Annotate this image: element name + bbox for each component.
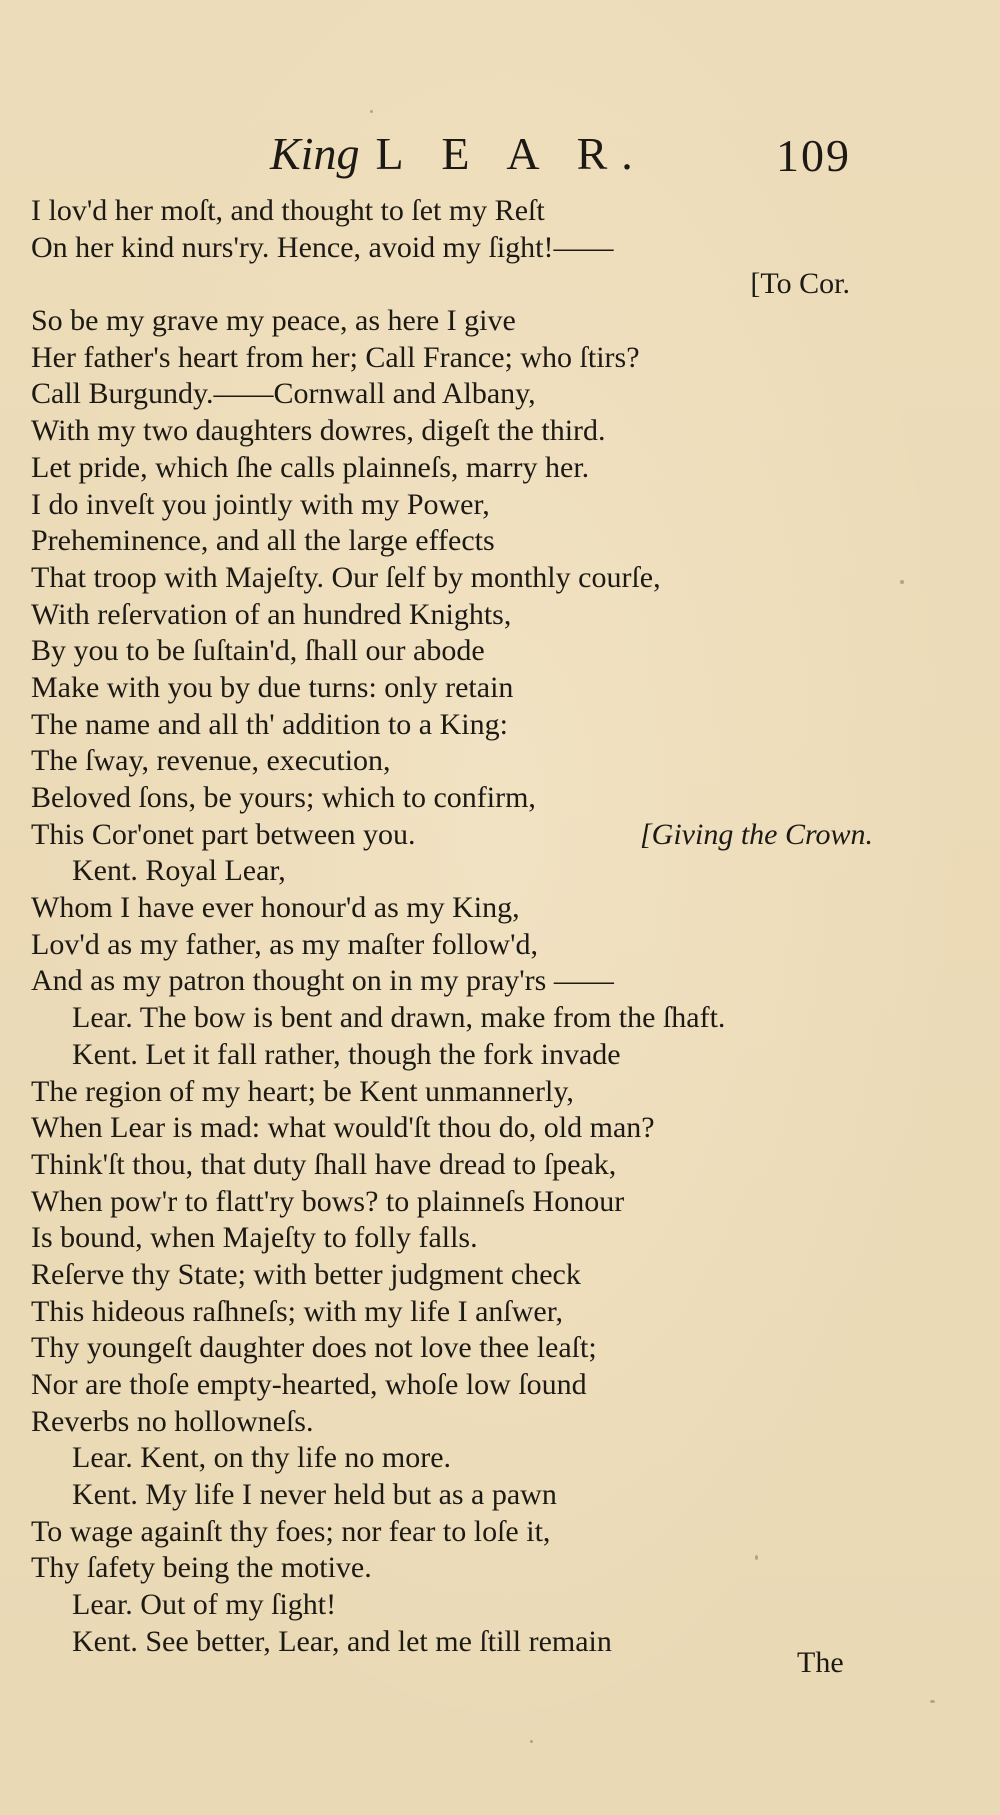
text-line: On her kind nurs'ry. Hence, avoid my ſight!——: [31, 230, 614, 264]
page-number: 109: [776, 130, 851, 181]
text-line: Thy ſafety being the motive.: [31, 1551, 372, 1585]
text-line: Call Burgundy.——Cornwall and Albany,: [31, 377, 536, 411]
speech-line: Kent. My life I never held but as a pawn: [72, 1478, 557, 1512]
text-line: To wage againſt thy foes; nor fear to loſe it,: [31, 1514, 551, 1548]
text-line: That troop with Majeſty. Our ſelf by monthly courſe,: [31, 560, 661, 594]
paper-speck: [755, 1555, 758, 1560]
speech-line: Lear. Out of my ſight!: [72, 1588, 337, 1622]
stage-direction-giving-crown: [Giving the Crown.: [640, 817, 874, 851]
paper-speck: [530, 1740, 533, 1743]
speech-line: Kent. Royal Lear,: [72, 854, 286, 888]
running-title: [270, 126, 647, 182]
stage-direction-to-cor: [0, 266, 1000, 303]
speech-line: Kent. See better, Lear, and let me ſtill remain: [72, 1624, 612, 1658]
paper-speck: [900, 580, 904, 584]
text-line: I lov'd her moſt, and thought to ſet my Reſt: [31, 194, 545, 227]
text-line: The ſway, revenue, execution,: [31, 744, 391, 778]
text-line: When Lear is mad: what would'ſt thou do, old man?: [31, 1111, 655, 1145]
text-line: And as my patron thought on in my pray'rs ——: [31, 964, 614, 998]
text-line-with-stage-direction: [0, 817, 1000, 854]
text-line: The region of my heart; be Kent unmannerly,: [31, 1074, 574, 1108]
text-line: Make with you by due turns: only retain: [31, 670, 514, 704]
text-line: Let pride, which ſhe calls plainneſs, marry her.: [31, 450, 590, 484]
text-line: Whom I have ever honour'd as my King,: [31, 891, 520, 925]
text-line: When pow'r to flatt'ry bows? to plainneſs Honour: [31, 1184, 625, 1218]
text-line: The name and all th' addition to a King:: [31, 707, 508, 741]
paper-speck: [370, 110, 373, 113]
text-line: This hideous raſhneſs; with my life I anſwer,: [31, 1294, 564, 1328]
catchword: The: [797, 1646, 844, 1679]
text-line: So be my grave my peace, as here I give: [31, 304, 516, 338]
speech-line: Kent. Let it fall rather, though the fork invade: [72, 1037, 621, 1071]
text-line: Beloved ſons, be yours; which to confirm,: [31, 781, 536, 814]
text-line: Preheminence, and all the large effects: [31, 524, 495, 558]
text-line: Think'ſt thou, that duty ſhall have dread to ſpeak,: [31, 1147, 617, 1181]
running-title-lear: L E A R.: [375, 128, 647, 179]
text-line: Thy youngeſt daughter does not love thee leaſt;: [31, 1331, 597, 1365]
speech-line: Lear. The bow is bent and drawn, make from the ſhaft.: [72, 1001, 726, 1035]
text-line: Reſerve thy State; with better judgment check: [31, 1257, 581, 1291]
text-line: Her father's heart from her; Call France; who ſtirs?: [31, 340, 640, 374]
text-line: Lov'd as my father, as my maſter follow'd,: [31, 927, 538, 961]
text-line: Nor are thoſe empty-hearted, whoſe low ſound: [31, 1368, 587, 1401]
page-header: [0, 126, 1000, 186]
paper-speck: [930, 1700, 935, 1703]
text-line: Reverbs no hollowneſs.: [31, 1404, 314, 1438]
text-line: By you to be ſuſtain'd, ſhall our abode: [31, 634, 485, 668]
text-line-body: This Cor'onet part between you.: [31, 817, 416, 851]
play-text: [0, 193, 1000, 1661]
running-title-king: King: [270, 128, 360, 179]
text-line: I do inveſt you jointly with my Power,: [31, 487, 490, 521]
speech-line: Lear. Kent, on thy life no more.: [72, 1441, 452, 1475]
text-line: With reſervation of an hundred Knights,: [31, 597, 512, 631]
text-line: With my two daughters dowres, digeſt the third.: [31, 414, 606, 448]
text-line: Is bound, when Majeſty to folly falls.: [31, 1221, 478, 1255]
stage-direction-text: [To Cor.: [750, 267, 850, 301]
